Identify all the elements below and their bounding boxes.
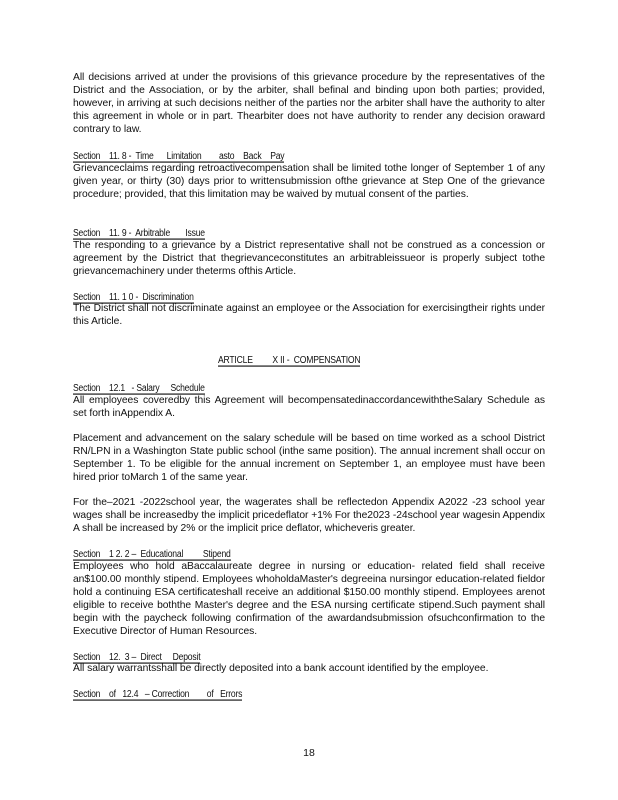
article-12-heading: ARTICLE X II - COMPENSATION <box>218 354 361 366</box>
paragraph-section-11-10: The District shall not discriminate against an employee or the Association for exercisingtheir rights under this Article. <box>73 303 545 327</box>
heading-section-11-9: Section 11. 9 - Arbitrable Issue <box>73 227 205 239</box>
paragraph-section-12-2: Employees who hold aBaccalaureate degree in nursing or education- related field shall receive an$100.00 monthly stipend. Employees whoholdaMaster's degreeina nursingor education-related fieldor hold a continuing ESA certificateshall receive an additional $150.00 monthly stipend. Employees arenot eligible to receive boththe Master's degree and the ESA nursing certificate stipend.Such payment shall begin with the paycheck following confirmation of the awardandsubmission ofsuchconfirmation to the Executive Director of Human Resources. <box>73 561 545 637</box>
heading-section-11-8: Section 11. 8 - Time Limitation asto Back Pay <box>73 150 285 162</box>
paragraph-section-12-3: All salary warrantsshall be directly deposited into a bank account identified by the employee. <box>73 663 489 674</box>
paragraph-section-12-1-placement: Placement and advancement on the salary schedule will be based on time worked as a school District RN/LPN in a Washington State public school (inthe same position). The annual increment shall occur on September 1. To be eligible for the annual increment on September 1, an employee must have been hired prior toMarch 1 of the same year. <box>73 433 545 483</box>
paragraph-decisions-final: All decisions arrived at under the provisions of this grievance procedure by the representatives of the District and the Association, or by the arbiter, shall befinal and binding upon both parties; provided, however, in arriving at such decisions neither of the parties nor the arbiter shall have the authority to alter this agreement in whole or in part. Thearbiter does not have authority to render any decision oraward contrary to law. <box>73 72 545 135</box>
paragraph-section-11-8: Grievanceclaims regarding retroactivecompensation shall be limited tothe longer of September 1 of any given year, or thirty (30) days prior to writtensubmission ofthe grievance at Step One of the grievance procedure; provided, that this limitation may be waived by mutual consent of the parties. <box>73 163 545 200</box>
heading-section-12-3: Section 12. 3 – Direct Deposit <box>73 651 201 663</box>
heading-section-12-4: Section of 12.4 – Correction of Errors <box>73 688 243 700</box>
page-number: 18 <box>303 747 315 759</box>
heading-section-11-10: Section 11. 1 0 - Discrimination <box>73 291 194 303</box>
heading-section-12-1: Section 12.1 - Salary Schedule <box>73 382 205 394</box>
paragraph-section-12-1-employees: All employees coveredby this Agreement will becompensatedinaccordancewiththeSalary Schedule as set forth inAppendix A. <box>73 395 545 419</box>
paragraph-section-11-9: The responding to a grievance by a District representative shall not be construed as a concession or agreement by the District that thegrievanceconstitutes an arbitrableissueor is properly subject tothe grievancemachinery under theterms ofthis Article. <box>73 240 545 277</box>
heading-section-12-2: Section 1 2. 2 – Educational Stipend <box>73 548 231 560</box>
paragraph-section-12-1-wages: For the–2021 -2022school year, the wagerates shall be reflectedon Appendix A2022 -23 school year wages shall be increasedby the implicit pricedeflator +1% For the2023 -24school year wagesin Appendix A shall be increased by 2% or the implicit price deflator, whicheveris greater. <box>73 497 545 534</box>
